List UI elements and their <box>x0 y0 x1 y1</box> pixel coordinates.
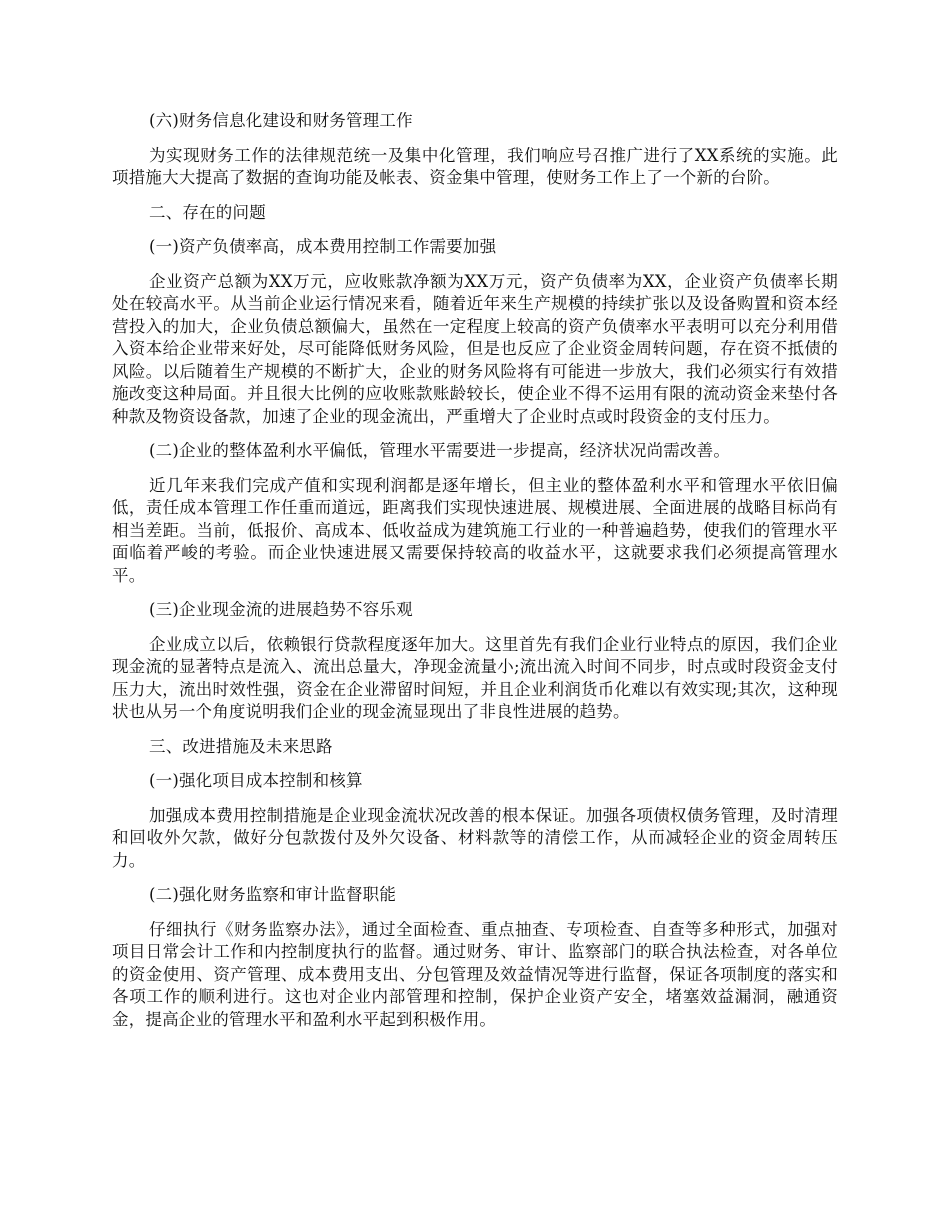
subheading-cost-control: (一)强化项目成本控制和核算 <box>149 771 363 790</box>
subheading-debt-ratio: (一)资产负债率高，成本费用控制工作需要加强 <box>149 237 497 256</box>
subheading-profitability: (二)企业的整体盈利水平偏低，管理水平需要进一步提高，经济状况尚需改善。 <box>149 441 731 460</box>
section-heading-finance-informatization: (六)财务信息化建设和财务管理工作 <box>149 111 413 130</box>
paragraph: 加强成本费用控制措施是企业现金流状况改善的根本保证。加强各项债权债务管理，及时清理和回收外欠款，做好分包款拨付及外欠设备、材料款等的清偿工作，从而减轻企业的资金周转压力。 <box>112 805 838 870</box>
paragraph: 企业成立以后，依赖银行贷款程度逐年加大。这里首先有我们企业行业特点的原因，我们企业现金流的显著特点是流入、流出总量大，净现金流量小;流出流入时间不同步，时点或时段资金支付压力大，流出时效性强，资金在企业滞留时间短，并且企业利润货币化难以有效实现;其次，这种现状也从另一个角度说明我们企业的现金流显现出了非良性进展的趋势。 <box>112 634 838 721</box>
paragraph: 企业资产总额为XX万元，应收账款净额为XX万元，资产负债率为XX，企业资产负债率长期处在较高水平。从当前企业运行情况来看，随着近年来生产规模的持续扩张以及设备购置和资本经营投入的加大，企业负债总额偏大，虽然在一定程度上较高的资产负债率水平表明可以充分利用借入资本给企业带来好处，尽可能降低财务风险，但是也反应了企业资金周转问题，存在资不抵债的风险。以后随着生产规模的不断扩大，企业的财务风险将有可能进一步放大，我们必须实行有效措施改变这种局面。并且很大比例的应收账款账龄较长，使企业不得不运用有限的流动资金来垫付各种款及物资设备款，加速了企业的现金流出，严重增大了企业时点或时段资金的支付压力。 <box>112 271 838 426</box>
subheading-cash-flow: (三)企业现金流的进展趋势不容乐观 <box>149 600 413 619</box>
part-heading-improvements: 三、改进措施及未来思路 <box>149 736 333 756</box>
part-heading-problems: 二、存在的问题 <box>149 202 266 222</box>
paragraph: 仔细执行《财务监察办法》，通过全面检查、重点抽查、专项检查、自查等多种形式，加强对项目日常会计工作和内控制度执行的监督。通过财务、审计、监察部门的联合执法检查，对各单位的资金使用、资产管理、成本费用支出、分包管理及效益情况等进行监督，保证各项制度的落实和各项工作的顺利进行。这也对企业内部管理和控制，保护企业资产安全，堵塞效益漏洞，融通资金，提高企业的管理水平和盈利水平起到积极作用。 <box>112 919 838 1029</box>
document-page <box>112 110 838 1043</box>
paragraph: 近几年来我们完成产值和实现利润都是逐年增长，但主业的整体盈利水平和管理水平依旧偏低，责任成本管理工作任重而道远，距离我们实现快速进展、规模进展、全面进展的战略目标尚有相当差距。当前，低报价、高成本、低收益成为建筑施工行业的一种普遍趋势，使我们的管理水平面临着严峻的考验。而企业快速进展又需要保持较高的收益水平，这就要求我们必须提高管理水平。 <box>112 475 838 585</box>
subheading-audit-supervision: (二)强化财务监察和审计监督职能 <box>149 885 397 904</box>
paragraph: 为实现财务工作的法律规范统一及集中化管理，我们响应号召推广进行了XX系统的实施。此项措施大大提高了数据的查询功能及帐表、资金集中管理，使财务工作上了一个新的台阶。 <box>112 145 838 187</box>
